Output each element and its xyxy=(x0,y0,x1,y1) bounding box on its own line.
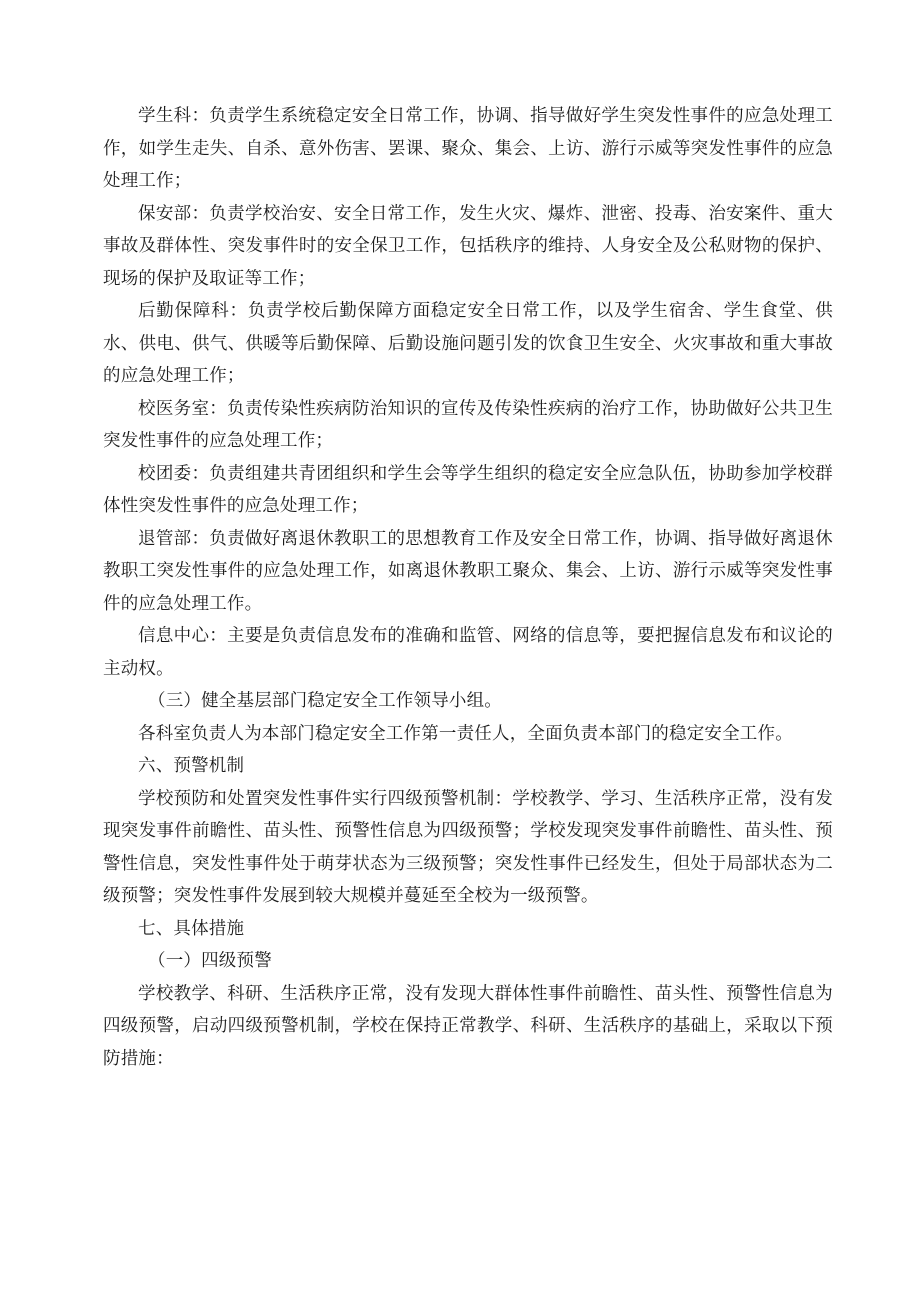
subheading-level-4: （一）四级预警 xyxy=(148,951,272,971)
paragraph-tuiguanbu: 退管部：负责做好离退休教职工的思想教育工作及安全日常工作，协调、指导做好离退休教职工突发性事件的应急处理工作，如离退休教职工聚众、集会、上访、游行示威等突发性事件的应急处理工作。 xyxy=(103,528,833,614)
paragraph-xueshengke: 学生科：负责学生系统稳定安全日常工作，协调、指导做好学生突发性事件的应急处理工作，如学生走失、自杀、意外伤害、罢课、聚众、集会、上访、游行示威等突发性事件的应急处理工作； xyxy=(103,106,833,191)
paragraph-yujing: 学校预防和处置突发性事件实行四级预警机制：学校教学、学习、生活秩序正常，没有发现突发事件前瞻性、苗头性、预警性信息为四级预警；学校发现突发事件前瞻性、苗头性、预警性信息，突发性事件处于萌芽状态为三级预警；突发性事件已经发生，但处于局部状态为二级预警；突发性事件发展到较大规模并蔓延至全校为一级预警。 xyxy=(103,788,833,906)
paragraph-baoanbu: 保安部：负责学校治安、安全日常工作，发生火灾、爆炸、泄密、投毒、治安案件、重大事故及群体性、突发事件时的安全保卫工作，包括秩序的维持、人身安全及公私财物的保护、现场的保护及取证等工作； xyxy=(103,203,833,289)
heading-section-7: 七、具体措施 xyxy=(138,918,245,939)
paragraph-siji: 学校教学、科研、生活秩序正常，没有发现大群体性事件前瞻性、苗头性、预警性信息为四级预警，启动四级预警机制，学校在保持正常教学、科研、生活秩序的基础上，采取以下预防措施： xyxy=(103,983,833,1069)
subheading-section-3: （三）健全基层部门稳定安全工作领导小组。 xyxy=(148,691,502,711)
document-body xyxy=(103,100,833,1075)
heading-section-6: 六、预警机制 xyxy=(138,756,245,776)
paragraph-keshi: 各科室负责人为本部门稳定安全工作第一责任人，全面负责本部门的稳定安全工作。 xyxy=(138,723,793,744)
paragraph-xinxi: 信息中心：主要是负责信息发布的准确和监管、网络的信息等，要把握信息发布和议论的主动权。 xyxy=(103,626,833,679)
paragraph-houqin: 后勤保障科：负责学校后勤保障方面稳定安全日常工作，以及学生宿舍、学生食堂、供水、供电、供气、供暖等后勤保障、后勤设施问题引发的饮食卫生安全、火灾事故和重大事故的应急处理工作； xyxy=(103,301,833,386)
paragraph-xiaotuanwei: 校团委：负责组建共青团组织和学生会等学生组织的稳定安全应急队伍，协助参加学校群体性突发性事件的应急处理工作； xyxy=(103,463,833,516)
paragraph-xiaoyiwu: 校医务室：负责传染性疾病防治知识的宣传及传染性疾病的治疗工作，协助做好公共卫生突发性事件的应急处理工作； xyxy=(103,398,833,451)
